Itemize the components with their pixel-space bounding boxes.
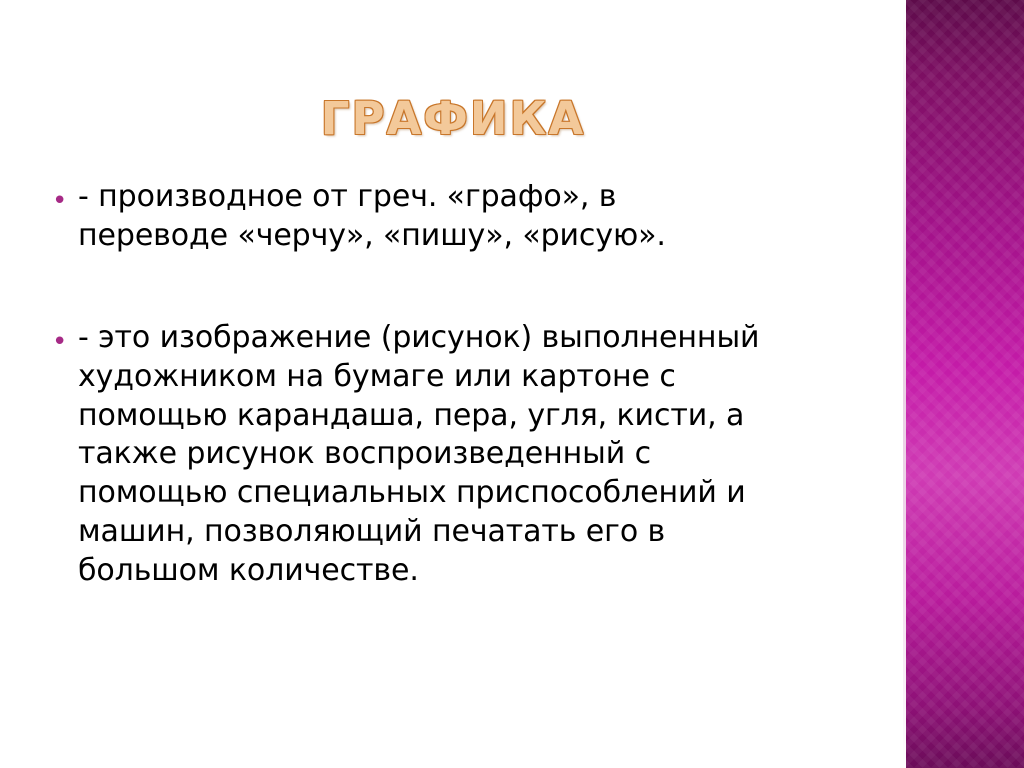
decorative-side-band xyxy=(906,0,1024,768)
list-item xyxy=(52,319,842,590)
slide-body xyxy=(52,178,842,590)
bullet-text: - это изображение (рисунок) выполненный художником на бумаге или картоне с помощью карандаша, пера, угля, кисти, а также рисунок воспроизведенный с помощью специальных приспособлений и машин, позволяющий печатать его в большом количестве. xyxy=(78,320,760,588)
bullet-dot-icon xyxy=(52,319,78,353)
list-item xyxy=(52,178,842,255)
bullet-text: - производное от греч. «графо», в переводе «черчу», «пишу», «рисую». xyxy=(78,179,666,253)
slide-title: ГРАФИКА xyxy=(0,92,906,145)
bullet-dot-icon xyxy=(52,178,78,212)
